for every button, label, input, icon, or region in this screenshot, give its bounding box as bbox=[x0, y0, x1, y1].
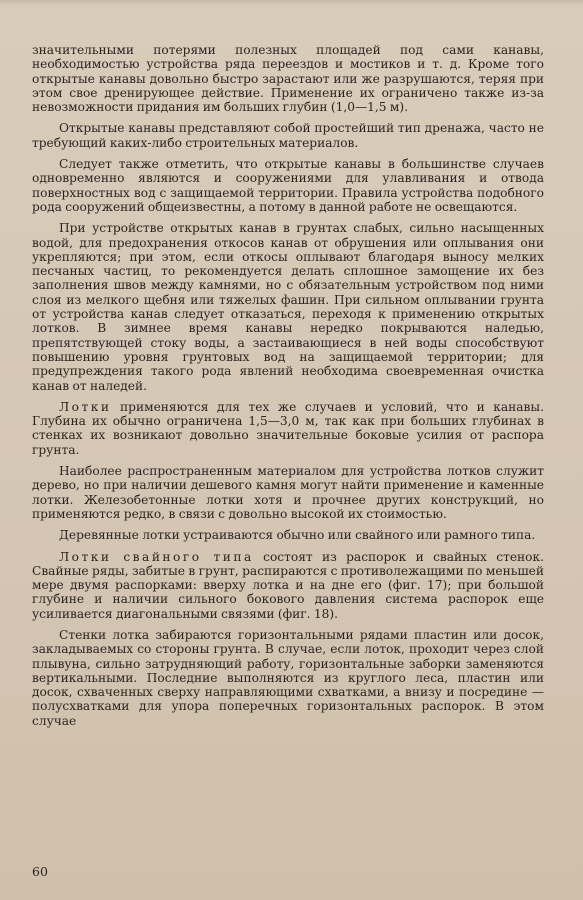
paragraph-6 bbox=[32, 464, 544, 521]
paragraph-text: Открытые канавы представляют собой простейший тип дренажа, часто не требующий каких-либо строительных материалов. bbox=[32, 121, 544, 150]
paragraph-2 bbox=[32, 121, 544, 150]
paragraph-text: Стенки лотка забираются горизонтальными рядами пластин или досок, закладываемых со стороны грунта. В случае, если лоток, проходит через слой плывуна, сильно затрудняющий работу, горизонтальные заборки заменяются вертикальными. Последние выполняются из круглого леса, пластин или досок, схваченных сверху направляющими схватками, а внизу и посредине — полусхватками для упора поперечных горизонтальных распорок. В этом случае bbox=[32, 627, 544, 728]
paragraph-text: значительными потерями полезных площадей под сами канавы, необходимостью устройства ряда переездов и мостиков и т. д. Кроме того открытые канавы довольно быстро зарастают или же разрушаются, теряя при этом свое дренирующее действие. Применение их ограничено также из-за невозможности придания им больших глубин (1,0—1,5 м). bbox=[32, 43, 544, 115]
body-text bbox=[32, 43, 544, 735]
spaced-term: Лотки свайного типа bbox=[59, 549, 254, 564]
paragraph-text: При устройстве открытых канав в грунтах слабых, сильно насыщенных водой, для предохранения откосов канав от обрушения или оплывания они укрепляются; при этом, если откосы оплывают благодаря выносу мелких песчаных частиц, то рекомендуется делать сплошное замощение их без заполнения швов между камнями, но с обязательным устройством под ними слоя из мелкого щебня или тяжелых фашин. При сильном оплывании грунта от устройства канав следует отказаться, переходя к применению открытых лотков. В зимнее время канавы нередко покрываются наледью, препятствующей стоку воды, а застаивающиеся в ней воды способствуют повышению уровня грунтовых вод на защищаемой территории; для предупреждения такого рода явлений необходима своевременная очистка канав от наледей. bbox=[32, 221, 544, 393]
paragraph-4 bbox=[32, 221, 544, 393]
paragraph-text: применяются для тех же случаев и условий, что и канавы. Глубина их обычно ограничена 1,5—3,0 м, так как при больших глубинах в стенках их возникают довольно значительные боковые усилия от распора грунта. bbox=[32, 399, 544, 457]
paragraph-text: Следует также отметить, что открытые канавы в большинстве случаев одновременно являются и сооружениями для улавливания и отвода поверхностных вод с защищаемой территории. Правила устройства подобного рода сооружений общеизвестны, а потому в данной работе не освещаются. bbox=[32, 157, 544, 214]
paragraph-7 bbox=[32, 528, 544, 542]
page-top-edge bbox=[0, 0, 583, 6]
paragraph-5 bbox=[32, 400, 544, 457]
paragraph-text: Наиболее распространенным материалом для устройства лотков служит дерево, но при наличии дешевого камня могут найти применение и каменные лотки. Железобетонные лотки хотя и прочнее других конструкций, но применяются редко, в связи с довольно высокой их стоимостью. bbox=[32, 464, 544, 521]
paragraph-9 bbox=[32, 628, 544, 728]
paragraph-3 bbox=[32, 157, 544, 214]
paragraph-text: состоят из распорок и свайных стенок. Свайные ряды, забитые в грунт, распираются с противолежащими по меньшей мере двумя распорками: вверху лотка и на дне его (фиг. 17); при большой глубине и наличии сильного бокового давления система распорок еще усиливается диагональными связями (фиг. 18). bbox=[32, 549, 544, 621]
page-number: 60 bbox=[32, 864, 48, 879]
spaced-term: Лотки bbox=[59, 399, 112, 414]
paragraph-text: Деревянные лотки устраиваются обычно или свайного или рамного типа. bbox=[59, 528, 536, 543]
paragraph-1 bbox=[32, 43, 544, 114]
paragraph-8 bbox=[32, 550, 544, 621]
